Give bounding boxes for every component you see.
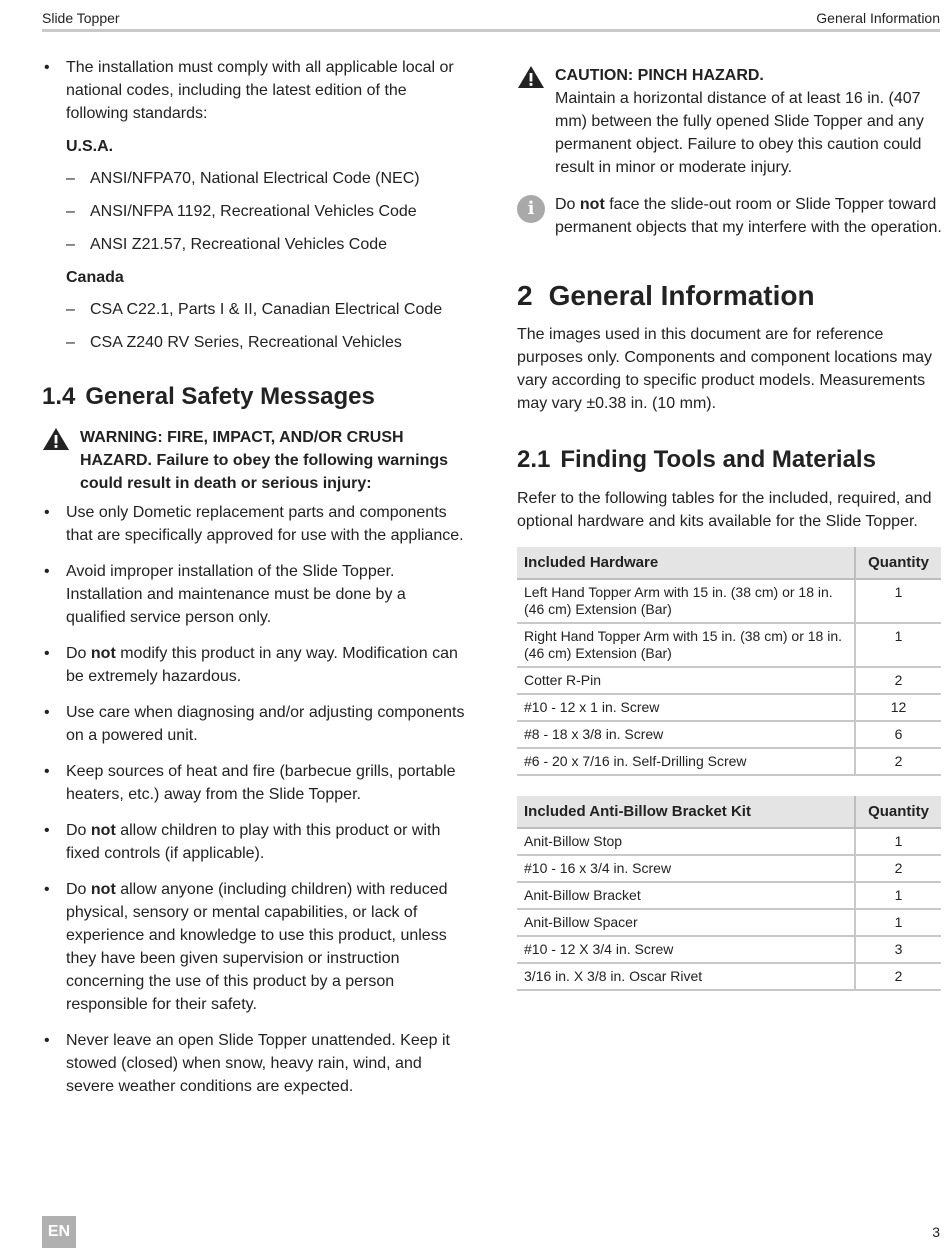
- caution-message: [517, 64, 942, 179]
- emphasis: not: [90, 645, 116, 662]
- list-item: – ANSI/NFPA70, National Electrical Code (NEC): [66, 168, 467, 190]
- bullet-text: Keep sources of heat and fire (barbecue grills, portable heaters, etc.) away from the Slide Topper.: [66, 763, 456, 803]
- section-title: General Information: [548, 280, 815, 311]
- table-cell: 1: [855, 623, 941, 667]
- table-row: [517, 579, 941, 623]
- bullet-text: Do: [66, 822, 91, 839]
- section-number: 2.1: [517, 446, 551, 473]
- caution-text: Maintain a horizontal distance of at least 16 in. (407 mm) between the fully opened Slide Topper and any permanent object. Failure to obey this caution could result in minor or moderate injury.: [555, 90, 924, 176]
- table-row: [517, 694, 941, 721]
- table-cell: 2: [855, 855, 941, 882]
- bullet-text: Do: [66, 881, 91, 898]
- list-item: [42, 760, 467, 806]
- section-2-1-text: Refer to the following tables for the included, required, and optional hardware and kits available for the Slide Topper.: [517, 490, 932, 530]
- table-row: [517, 721, 941, 748]
- table-cell: 2: [855, 748, 941, 775]
- bullet-text: Use care when diagnosing and/or adjusting components on a powered unit.: [66, 704, 465, 744]
- list-item: [42, 501, 467, 547]
- info-text: face the slide-out room or Slide Topper toward permanent objects that my interfere with the operation.: [555, 196, 942, 236]
- bullet-text: Use only Dometic replacement parts and components that are specifically approved for use with the appliance.: [66, 504, 464, 544]
- list-item: [42, 701, 467, 747]
- column-header: Quantity: [855, 547, 941, 579]
- list-item: [42, 56, 467, 125]
- header-product-name: Slide Topper: [42, 10, 120, 26]
- warning-message: [42, 426, 467, 495]
- included-hardware-table: [517, 547, 941, 776]
- emphasis: not: [90, 881, 116, 898]
- standards-list: [42, 56, 467, 125]
- table-row: [517, 855, 941, 882]
- table-row: [517, 667, 941, 694]
- list-item: [42, 878, 467, 1016]
- standards-intro: The installation must comply with all applicable local or national codes, including the latest edition of the following standards:: [66, 59, 454, 122]
- left-column: [42, 56, 467, 1111]
- table-cell: 2: [855, 667, 941, 694]
- safety-bullets: [42, 501, 467, 1098]
- table-cell: 12: [855, 694, 941, 721]
- section-number: 1.4: [42, 383, 76, 410]
- table-row: [517, 748, 941, 775]
- page-header: [42, 8, 940, 32]
- section-2-text: The images used in this document are for reference purposes only. Components and component locations may vary according to specific product models. Measurements may vary ±0.38 in. (10 mm).: [517, 326, 933, 412]
- bullet-text: Never leave an open Slide Topper unattended. Keep it stowed (closed) when snow, heavy rain, wind, and severe weather conditions are expected.: [66, 1032, 450, 1095]
- table-header-row: [517, 547, 941, 579]
- info-icon: i: [517, 195, 545, 223]
- table-cell: Anit-Billow Stop: [517, 828, 855, 855]
- table-row: [517, 909, 941, 936]
- table-cell: #10 - 12 x 1 in. Screw: [517, 694, 855, 721]
- table-cell: #8 - 18 x 3/8 in. Screw: [517, 721, 855, 748]
- emphasis: not: [579, 196, 605, 213]
- table-cell: Right Hand Topper Arm with 15 in. (38 cm) or 18 in. (46 cm) Extension (Bar): [517, 623, 855, 667]
- warning-text: WARNING: FIRE, IMPACT, AND/OR CRUSH HAZARD. Failure to obey the following warnings could result in death or serious injury:: [80, 429, 449, 492]
- section-heading-2: [517, 279, 942, 313]
- standards-block: [42, 136, 467, 354]
- table-cell: 1: [855, 579, 941, 623]
- table-cell: 2: [855, 963, 941, 990]
- info-note: [517, 193, 942, 239]
- list-item: [42, 642, 467, 688]
- section-heading-1-4: [42, 382, 467, 412]
- table-cell: #6 - 20 x 7/16 in. Self-Drilling Screw: [517, 748, 855, 775]
- warning-triangle-icon: [42, 427, 70, 451]
- page-number: 3: [932, 1224, 940, 1240]
- right-column: [517, 64, 942, 991]
- canada-heading: Canada: [66, 269, 124, 286]
- warning-triangle-icon: [517, 65, 545, 89]
- list-item: – ANSI/NFPA 1192, Recreational Vehicles Code: [66, 201, 467, 223]
- table-row: [517, 828, 941, 855]
- table-cell: 1: [855, 909, 941, 936]
- column-header: Included Hardware: [517, 547, 855, 579]
- header-section-name: General Information: [816, 10, 940, 26]
- usa-standards: [66, 168, 467, 256]
- bullet-text: allow children to play with this product or with fixed controls (if applicable).: [66, 822, 441, 862]
- canada-standards: [66, 299, 467, 354]
- section-title: General Safety Messages: [85, 383, 375, 410]
- table-row: [517, 963, 941, 990]
- column-header: Included Anti-Billow Bracket Kit: [517, 796, 855, 828]
- table-cell: #10 - 12 X 3/4 in. Screw: [517, 936, 855, 963]
- table-cell: 3: [855, 936, 941, 963]
- usa-heading: U.S.A.: [66, 138, 114, 155]
- bullet-text: allow anyone (including children) with reduced physical, sensory or mental capabilities, or lack of experience and knowledge to use this product, unless they have been given supervision or instruction concerning the use of this product by a person responsible for their safety.: [66, 881, 448, 1013]
- table-cell: 3/16 in. X 3/8 in. Oscar Rivet: [517, 963, 855, 990]
- table-row: [517, 882, 941, 909]
- bullet-text: Do: [66, 645, 91, 662]
- emphasis: not: [90, 822, 116, 839]
- table-row: [517, 623, 941, 667]
- table-cell: #10 - 16 x 3/4 in. Screw: [517, 855, 855, 882]
- caution-title: CAUTION: PINCH HAZARD.: [555, 67, 764, 84]
- table-cell: Anit-Billow Bracket: [517, 882, 855, 909]
- list-item: [42, 1029, 467, 1098]
- table-cell: 1: [855, 882, 941, 909]
- anti-billow-kit-table: [517, 796, 941, 991]
- section-number: 2: [517, 280, 533, 311]
- info-text: Do: [555, 196, 580, 213]
- table-cell: 6: [855, 721, 941, 748]
- list-item: – CSA C22.1, Parts I & II, Canadian Electrical Code: [66, 299, 467, 321]
- table-header-row: [517, 796, 941, 828]
- bullet-text: Avoid improper installation of the Slide Topper. Installation and maintenance must be done by a qualified service person only.: [66, 563, 406, 626]
- column-header: Quantity: [855, 796, 941, 828]
- table-cell: Cotter R-Pin: [517, 667, 855, 694]
- language-badge: EN: [42, 1216, 76, 1248]
- table-cell: 1: [855, 828, 941, 855]
- list-item: [42, 560, 467, 629]
- list-item: – ANSI Z21.57, Recreational Vehicles Code: [66, 234, 467, 256]
- section-heading-2-1: [517, 445, 942, 475]
- bullet-text: modify this product in any way. Modification can be extremely hazardous.: [66, 645, 458, 685]
- table-cell: Left Hand Topper Arm with 15 in. (38 cm) or 18 in. (46 cm) Extension (Bar): [517, 579, 855, 623]
- table-row: [517, 936, 941, 963]
- list-item: [42, 819, 467, 865]
- section-title: Finding Tools and Materials: [560, 446, 876, 473]
- list-item: – CSA Z240 RV Series, Recreational Vehicles: [66, 332, 467, 354]
- table-cell: Anit-Billow Spacer: [517, 909, 855, 936]
